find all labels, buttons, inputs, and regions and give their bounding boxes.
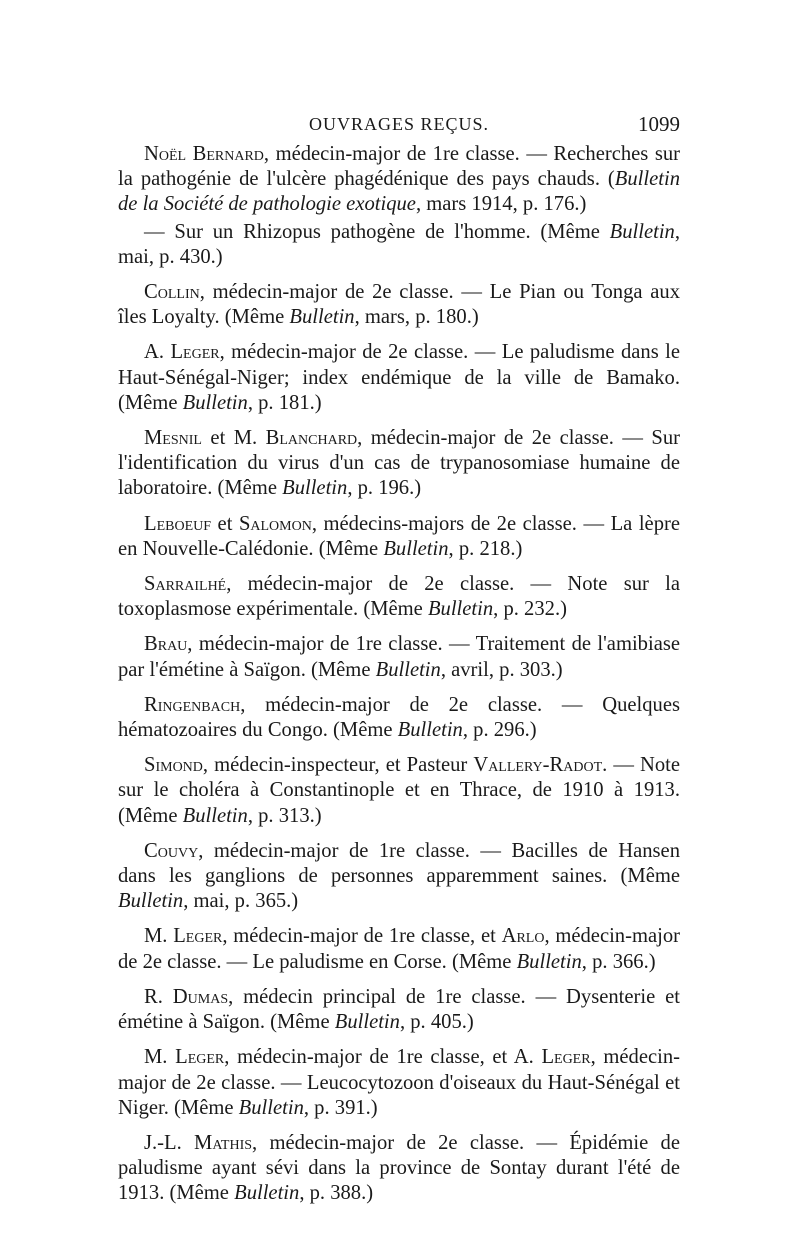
author-name: Simond <box>144 754 203 777</box>
author-name: Leger <box>173 925 223 948</box>
author-name: Sarrailhé <box>144 573 227 596</box>
entry-leboeuf-salomon: Leboeuf et Salomon, médecins-majors de 2e classe. — La lèpre en Nouvelle-Calédonie. (Même Bulletin, p. 218.) <box>118 512 680 560</box>
journal-title: Bulletin <box>383 537 449 560</box>
journal-title: Bulletin <box>182 391 248 414</box>
entry-couvy: Couvy, médecin-major de 1re classe. — Bacilles de Hansen dans les ganglions de personnes apparemment saines. (Même Bulletin, mai, p. 365.) <box>118 839 680 913</box>
journal-title: Bulletin de la Société de pathologie exotique <box>118 168 680 216</box>
entry-mesnil-blanchard: Mesnil et M. Blanchard, médecin-major de 2e classe. — Sur l'identification du virus d'un cas de trypanosomiase humaine de laboratoire. (Même Bulletin, p. 196.) <box>118 427 680 500</box>
author-name: Noël Bernard <box>144 143 264 165</box>
journal-title: Bulletin <box>289 306 355 329</box>
entry-leger-arlo: M. Leger, médecin-major de 1re classe, et Arlo, médecin-major de 2e classe. — Le paludisme en Corse. (Même Bulletin, p. 366.) <box>118 925 681 973</box>
entry-bernard: Noël Bernard, médecin-major de 1re classe. — Recherches sur la pathogénie de l'ulcère phagédénique des pays chauds. (Bulletin de la Société de pathologie exotique, mars 1914, p. 176.) <box>118 143 681 216</box>
entry-mathis: J.-L. Mathis, médecin-major de 2e classe. — Épidémie de paludisme ayant sévi dans la province de Sontay durant l'été de 1913. (Même Bulletin, p. 388.) <box>118 1131 680 1205</box>
journal-title: Bulletin <box>238 1096 304 1119</box>
page-header <box>118 112 680 142</box>
author-name: Arlo <box>501 925 545 948</box>
entry-dumas: R. Dumas, médecin principal de 1re classe. — Dysenterie et émétine à Saïgon. (Même Bulletin, p. 405.) <box>118 985 680 1034</box>
entry-ringenbach: Ringenbach, médecin-major de 2e classe. — Quelques hématozoaires du Congo. (Même Bulletin, p. 296.) <box>118 693 680 742</box>
author-name: Collin <box>144 281 200 304</box>
author-name: Couvy <box>144 839 199 862</box>
journal-title: Bulletin <box>234 1182 300 1205</box>
entry-sarrailhe: Sarrailhé, médecin-major de 2e classe. — Note sur la toxoplasmose expérimentale. (Même Bulletin, p. 232.) <box>118 573 680 621</box>
author-name: Leger <box>175 1046 225 1069</box>
journal-title: Bulletin <box>334 1011 400 1034</box>
entries-list <box>118 142 680 1217</box>
author-name: Mesnil <box>144 427 202 450</box>
entry-bernard-continued: — Sur un Rhizopus pathogène de l'homme. (Même Bulletin, mai, p. 430.) <box>118 220 680 268</box>
entry-leger-a: A. Leger, médecin-major de 2e classe. — Le paludisme dans le Haut-Sénégal-Niger; index endémique de la ville de Bamako. (Même Bulletin, p. 181.) <box>118 341 680 414</box>
entry-simond-vallery-radot: Simond, médecin-inspecteur, et Pasteur Vallery-Radot. — Note sur le choléra à Constantinople et en Thrace, de 1910 à 1913. (Même Bulletin, p. 313.) <box>118 754 681 827</box>
journal-title: Bulletin <box>609 220 675 243</box>
journal-title: Bulletin <box>282 477 348 500</box>
journal-title: Bulletin <box>427 598 494 621</box>
journal-title: Bulletin <box>516 950 582 973</box>
entry-brau: Brau, médecin-major de 1re classe. — Traitement de l'amibiase par l'émétine à Saïgon. (Même Bulletin, avril, p. 303.) <box>118 633 680 681</box>
author-name: Brau <box>144 633 188 656</box>
journal-title: Bulletin <box>182 804 248 827</box>
author-name: Mathis <box>194 1131 253 1154</box>
author-name: Leboeuf <box>144 512 212 535</box>
author-name: Leger <box>541 1046 591 1069</box>
entry-collin: Collin, médecin-major de 2e classe. — Le Pian ou Tonga aux îles Loyalty. (Même Bulletin, mars, p. 180.) <box>118 281 680 329</box>
entry-leger-leger: M. Leger, médecin-major de 1re classe, et A. Leger, médecin-major de 2e classe. — Leucocytozoon d'oiseaux du Haut-Sénégal et Niger. (Même Bulletin, p. 391.) <box>118 1046 680 1119</box>
journal-title: Bulletin <box>397 719 463 742</box>
author-name: Ringenbach <box>144 693 241 716</box>
journal-title: Bulletin <box>375 658 441 681</box>
running-title: OUVRAGES REÇUS. <box>308 114 490 134</box>
author-name: Dumas <box>172 985 229 1008</box>
author-name: Blanchard <box>265 427 358 450</box>
page-number: 1099 <box>638 112 680 136</box>
author-name: Leger <box>170 341 220 364</box>
author-name: Salomon <box>238 512 312 535</box>
author-name: Vallery-Radot <box>473 754 603 777</box>
journal-title: Bulletin <box>118 890 184 913</box>
